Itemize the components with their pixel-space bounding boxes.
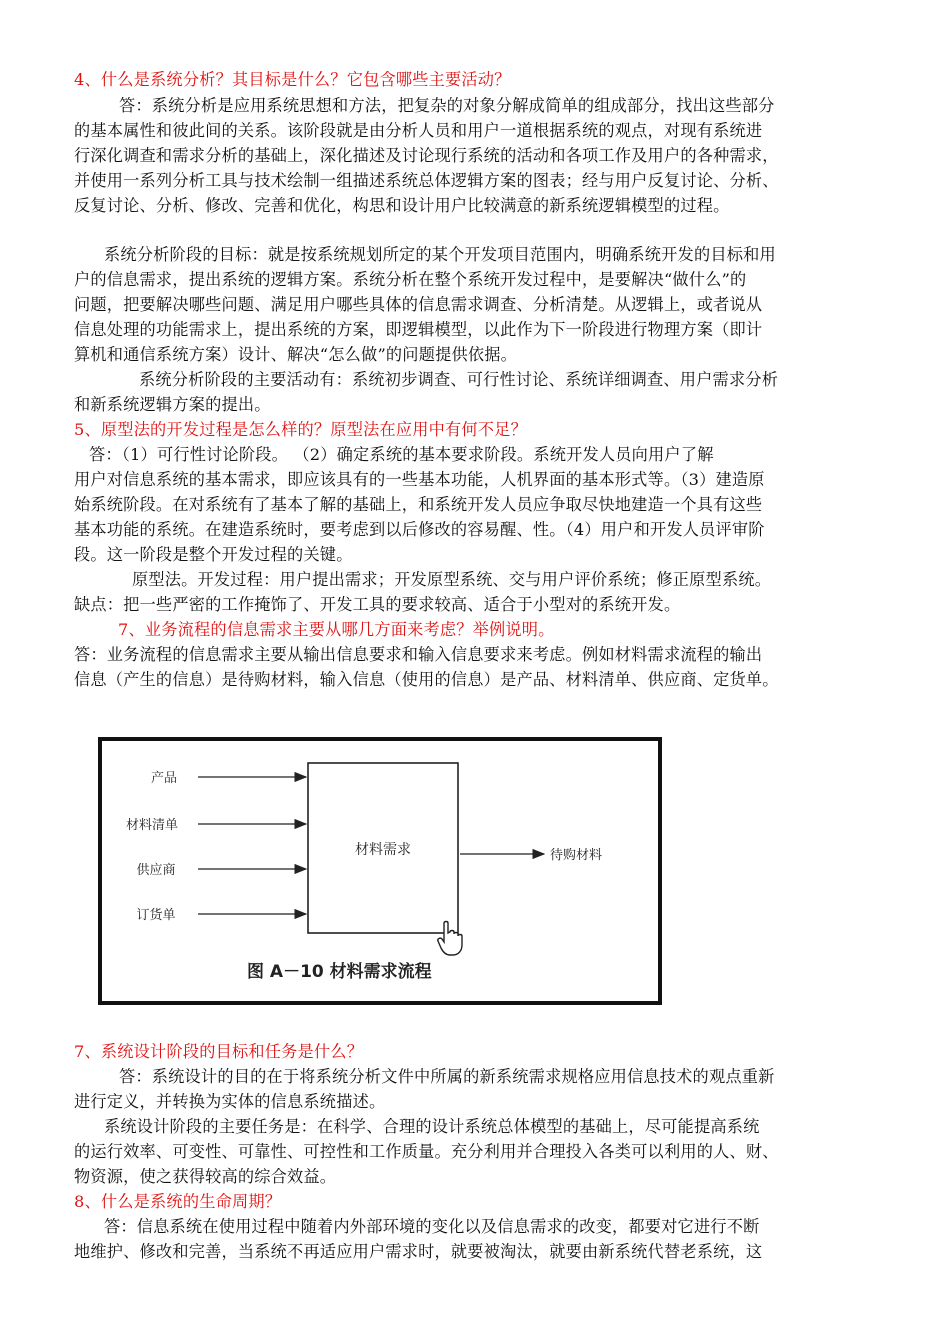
section-4-p1-line: 行深化调查和需求分析的基础上，深化描述及讨论现行系统的活动和各项工作及用户的各种需求， — [74, 146, 779, 165]
section-4-p2-line: 算机和通信系统方案）设计、解决“怎么做”的问题提供依据。 — [74, 345, 518, 364]
section-7b-p1-line: 答：系统设计的目的在于将系统分析文件中所属的新系统需求规格应用信息技术的观点重新 — [119, 1067, 775, 1086]
section-5-p2-line: 缺点：把一些严密的工作掩饰了、开发工具的要求较高、适合于小型对的系统开发。 — [74, 595, 681, 614]
section-5-heading: 5、原型法的开发过程是怎么样的？原型法在应用中有何不足？ — [74, 420, 527, 439]
section-8-p1-line: 答：信息系统在使用过程中随着内外部环境的变化以及信息需求的改变，都要对它进行不断 — [104, 1217, 760, 1236]
section-7a-p1-line: 答：业务流程的信息需求主要从输出信息要求和输入信息要求来考虑。例如材料需求流程的输出 — [74, 645, 763, 664]
section-7b-p2-line: 系统设计阶段的主要任务是：在科学、合理的设计系统总体模型的基础上，尽可能提高系统 — [104, 1117, 760, 1136]
section-5-p1-line: 基本功能的系统。在建造系统时，要考虑到以后修改的容易醒、性。（4）用户和开发人员评审阶 — [74, 520, 765, 539]
section-4-p2-line: 系统分析阶段的目标：就是按系统规划所定的某个开发项目范围内，明确系统开发的目标和用 — [104, 245, 776, 264]
input-label: 订货单 — [136, 908, 176, 923]
section-4-p2-line: 信息处理的功能需求上，提出系统的方案，即逻辑模型，以此作为下一阶段进行物理方案（即计 — [74, 320, 763, 339]
section-7b-p2-line: 的运行效率、可变性、可靠性、可控性和工作质量。充分利用并合理投入各类可以利用的人、财、 — [74, 1142, 779, 1161]
section-5-p1-line: 段。这一阶段是整个开发过程的关键。 — [74, 545, 353, 564]
material-flow-diagram — [102, 741, 658, 1001]
section-5-p1-line: 答：（1）可行性讨论阶段。 （2）确定系统的基本要求阶段。系统开发人员向用户了解 — [89, 445, 714, 464]
section-7b-p2-line: 物资源，使之获得较高的综合效益。 — [74, 1167, 337, 1186]
section-4-p3-line: 系统分析阶段的主要活动有：系统初步调查、可行性讨论、系统详细调查、用户需求分析 — [139, 370, 779, 389]
section-5-p2-line: 原型法。开发过程：用户提出需求；开发原型系统、交与用户评价系统；修正原型系统。 — [132, 570, 772, 589]
section-5-p1-line: 始系统阶段。在对系统有了基本了解的基础上，和系统开发人员应争取尽快地建造一个具有这些 — [74, 495, 763, 514]
section-4-p2-line: 问题，把要解决哪些问题、满足用户哪些具体的信息需求调查、分析清楚。从逻辑上，或者说从 — [74, 295, 763, 314]
input-label: 材料清单 — [125, 818, 179, 833]
section-7a-heading: 7、业务流程的信息需求主要从哪几方面来考虑？举例说明。 — [118, 620, 555, 639]
section-8-heading: 8、什么是系统的生命周期？ — [74, 1192, 282, 1211]
section-7b-heading: 7、系统设计阶段的目标和任务是什么？ — [74, 1042, 364, 1061]
figure-caption: 图 A－10 材料需求流程 — [247, 962, 432, 982]
section-7b-p1-line: 进行定义，并转换为实体的信息系统描述。 — [74, 1092, 386, 1111]
material-flow-figure — [98, 737, 662, 1005]
section-4-heading: 4、什么是系统分析？其目标是什么？它包含哪些主要活动？ — [74, 70, 511, 89]
section-7a-p1-line: 信息（产生的信息）是待购材料，输入信息（使用的信息）是产品、材料清单、供应商、定货单。 — [74, 670, 779, 689]
section-8-p1-line: 地维护、修改和完善，当系统不再适应用户需求时，就要被淘汰，就要由新系统代替老系统，这 — [74, 1242, 763, 1261]
process-label: 材料需求 — [355, 842, 411, 858]
section-4-p2-line: 户的信息需求，提出系统的逻辑方案。系统分析在整个系统开发过程中，是要解决“做什么”的 — [74, 270, 747, 289]
input-label: 产品 — [150, 771, 178, 786]
section-4-p1-line: 并使用一系列分析工具与技术绘制一组描述系统总体逻辑方案的图表；经与用户反复讨论、分析、 — [74, 171, 779, 190]
section-4-p3-line: 和新系统逻辑方案的提出。 — [74, 395, 271, 414]
section-4-p1-line: 的基本属性和彼此间的关系。该阶段就是由分析人员和用户一道根据系统的观点，对现有系统进 — [74, 121, 763, 140]
section-4-p1-line: 反复讨论、分析、修改、完善和优化，构思和设计用户比较满意的新系统逻辑模型的过程。 — [74, 196, 730, 215]
output-label: 待购材料 — [550, 848, 603, 863]
input-label: 供应商 — [136, 863, 176, 878]
section-4-p1-line: 答：系统分析是应用系统思想和方法，把复杂的对象分解成简单的组成部分，找出这些部分 — [119, 96, 775, 115]
section-5-p1-line: 用户对信息系统的基本需求，即应该具有的一些基本功能，人机界面的基本形式等。（3）建造原 — [74, 470, 765, 489]
